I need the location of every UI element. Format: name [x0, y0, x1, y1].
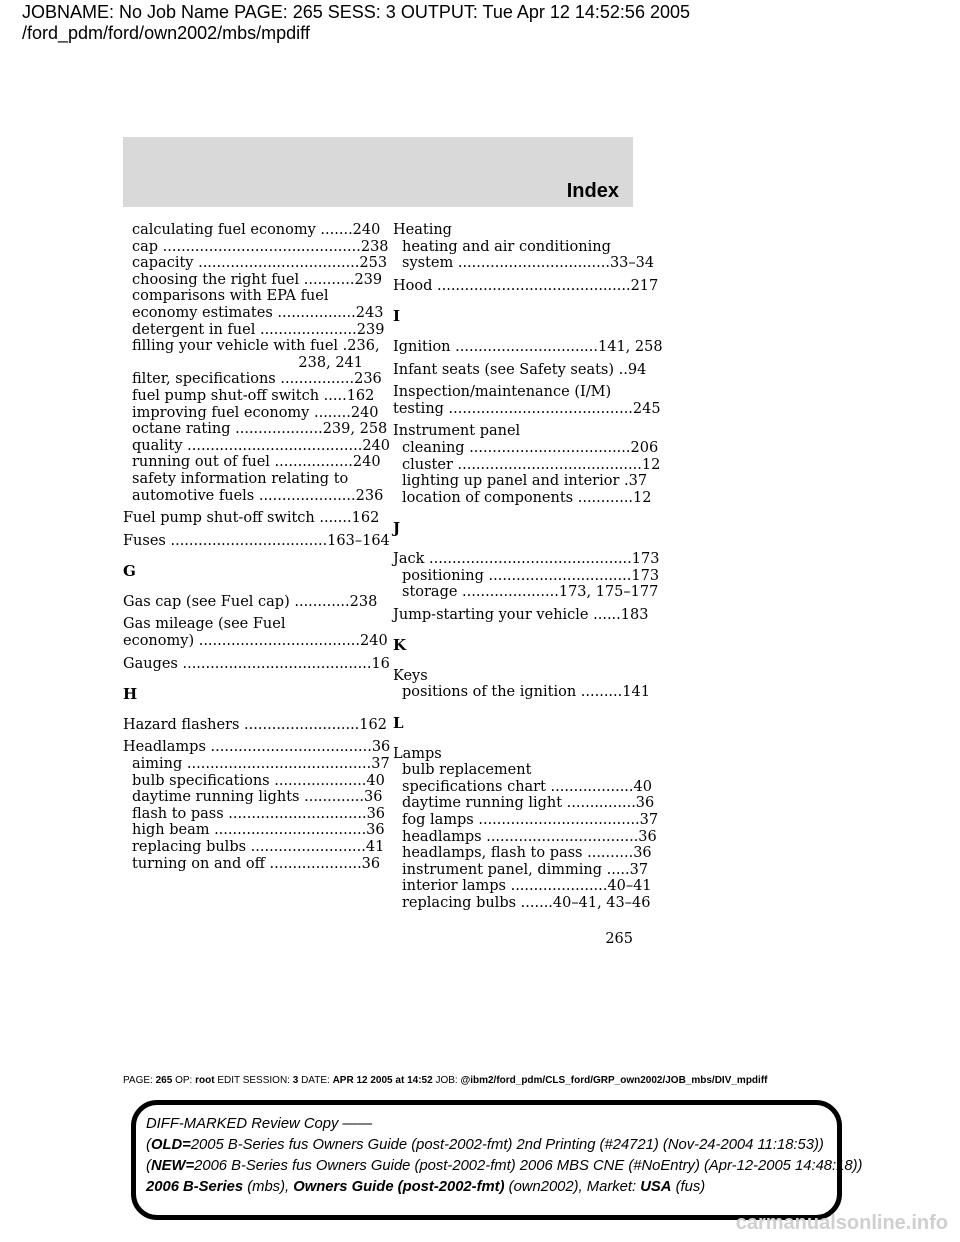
footer-job-value: @ibm2/ford_pdm/CLS_ford/GRP_own2002/JOB_mbs/DIV_mpdiff: [460, 1075, 768, 1086]
index-subentry: filling your vehicle with fuel .236,: [132, 338, 380, 355]
diff-old-text: 2005 B-Series fus Owners Guide (post-2002-fmt) 2nd Printing (#24721) (Nov-24-2004 11:18:53)): [190, 1137, 824, 1153]
index-subentry: headlamps .................................36: [402, 828, 657, 845]
index-subentry: 238, 241: [298, 354, 363, 371]
diff-market-code: (fus): [671, 1179, 706, 1195]
footer-page-value: 265: [155, 1075, 173, 1086]
index-subentry: interior lamps .....................40–41: [402, 878, 652, 895]
index-subentry: quality ......................................240: [132, 437, 390, 454]
diff-market-value: USA: [640, 1179, 672, 1195]
index-entry: Fuel pump shut-off switch .......162: [123, 510, 380, 527]
index-entry: Hazard flashers .........................162: [123, 716, 387, 733]
index-entry: Gas mileage (see Fuel: [123, 616, 286, 633]
index-subentry: bulb specifications ....................40: [132, 772, 385, 789]
index-subentry: high beam .................................36: [132, 822, 385, 839]
index-entry: Hood ..........................................217: [393, 277, 659, 294]
index-subentry: cleaning ...................................206: [402, 439, 659, 456]
section-header-band: [123, 137, 633, 207]
index-entry: Keys: [393, 667, 428, 684]
index-subentry: running out of fuel .................240: [132, 454, 381, 471]
index-subentry: instrument panel, dimming .....37: [402, 861, 649, 878]
diff-new-line: (NEW=2006 B-Series fus Owners Guide (post-2002-fmt) 2006 MBS CNE (#NoEntry) (Apr-12-2005 14:48:18)): [146, 1158, 863, 1174]
index-subentry: storage .....................173, 175–177: [402, 584, 659, 601]
index-subentry: location of components ............12: [402, 489, 652, 506]
index-subentry: turning on and off ....................36: [132, 855, 381, 872]
index-letter-heading: L: [393, 714, 404, 733]
diff-market-label: Market:: [586, 1179, 641, 1195]
footer-date-label: DATE:: [301, 1075, 330, 1086]
diff-old-line: (OLD=2005 B-Series fus Owners Guide (post-2002-fmt) 2nd Printing (#24721) (Nov-24-2004 11:18:53)): [146, 1137, 824, 1153]
diff-product-line: [146, 1178, 705, 1197]
job-header-line-2: /ford_pdm/ford/own2002/mbs/mpdiff: [22, 23, 310, 43]
index-subentry: specifications chart ..................40: [402, 778, 652, 795]
index-subentry: system .................................33–34: [402, 255, 655, 272]
index-column-right: [393, 222, 663, 912]
index-entry: Jump-starting your vehicle ......183: [393, 606, 649, 623]
index-entry: Lamps: [393, 745, 442, 762]
index-entry: Heating: [393, 222, 452, 238]
index-entry: Infant seats (see Safety seats) ..94: [393, 361, 647, 378]
index-entry: Inspection/maintenance (I/M): [393, 384, 612, 401]
index-subentry: comparisons with EPA fuel: [132, 288, 329, 305]
index-subentry: daytime running lights .............36: [132, 789, 383, 806]
index-letter-heading: J: [393, 519, 401, 538]
index-subentry: filter, specifications ................236: [132, 371, 382, 388]
section-title: Index: [566, 180, 619, 202]
index-subentry: cap ...........................................238: [132, 238, 389, 255]
index-entry: Ignition ...............................141, 258: [393, 338, 663, 355]
diff-new-label: NEW=: [150, 1158, 195, 1174]
index-subentry: detergent in fuel .....................239: [132, 321, 385, 338]
index-column-left: [123, 222, 391, 872]
job-header-line-1: JOBNAME: No Job Name PAGE: 265 SESS: 3 OUTPUT: Tue Apr 12 14:52:56 2005: [22, 2, 690, 22]
index-subentry: daytime running light ...............36: [402, 795, 655, 812]
index-subentry: aiming ........................................37: [132, 756, 390, 773]
diff-new-text: 2006 B-Series fus Owners Guide (post-2002-fmt) 2006 MBS CNE (#NoEntry) (Apr-12-2005 14:48:18)): [194, 1158, 863, 1174]
index-letter-heading: K: [393, 636, 407, 655]
index-subentry: capacity ...................................253: [132, 255, 388, 272]
index-subentry: automotive fuels .....................236: [132, 487, 384, 504]
index-subentry: positioning ...............................173: [402, 567, 660, 584]
index-letter-heading: G: [123, 562, 136, 581]
watermark: carmanualsonline.info: [735, 1212, 948, 1234]
diff-product-guide-code: (own2002),: [504, 1179, 587, 1195]
index-subentry: flash to pass ..............................36: [132, 805, 386, 822]
index-letter-heading: I: [393, 307, 401, 326]
index-entry: Instrument panel: [393, 423, 521, 440]
index-subentry: lighting up panel and interior .37: [402, 473, 648, 490]
index-entry: Fuses ..................................163–164: [123, 532, 390, 549]
index-subentry: bulb replacement: [402, 762, 532, 779]
print-footer: [123, 1075, 767, 1086]
index-subentry: replacing bulbs .........................41: [132, 839, 385, 855]
footer-op-value: root: [195, 1075, 215, 1086]
index-subentry: heating and air conditioning: [402, 238, 611, 255]
footer-session-value: 3: [292, 1075, 299, 1086]
index-entry: Gauges .........................................16: [123, 655, 390, 672]
index-subentry: positions of the ignition .........141: [402, 684, 650, 701]
diff-product-model-code: (mbs),: [243, 1179, 294, 1195]
footer-job-label: JOB:: [435, 1075, 458, 1086]
diff-review-box: [131, 1100, 863, 1220]
footer-page-label: PAGE:: [123, 1075, 153, 1086]
index-letter-heading: H: [123, 685, 138, 704]
index-subentry: fuel pump shut-off switch .....162: [132, 387, 375, 404]
index-subentry: fog lamps ...................................37: [402, 812, 659, 829]
index-entry: testing ........................................245: [393, 400, 661, 417]
index-subentry: economy estimates .................243: [132, 304, 384, 321]
index-subentry: cluster ........................................12: [402, 456, 661, 473]
index-entry: Headlamps ...................................36: [123, 739, 391, 756]
index-subentry: improving fuel economy ........240: [132, 404, 379, 421]
index-subentry: octane rating ...................239, 258: [132, 421, 388, 438]
index-subentry: safety information relating to: [132, 470, 349, 487]
index-subentry: choosing the right fuel ...........239: [132, 271, 383, 288]
index-subentry: calculating fuel economy .......240: [132, 222, 381, 238]
index-subentry: headlamps, flash to pass ..........36: [402, 845, 652, 862]
index-entry: Jack ............................................173: [393, 550, 660, 567]
index-entry: Gas cap (see Fuel cap) ............238: [123, 593, 378, 610]
diff-product-guide: Owners Guide (post-2002-fmt): [293, 1179, 505, 1195]
diff-old-label: OLD=: [150, 1137, 191, 1153]
index-entry: economy) ...................................240: [123, 633, 388, 650]
page-number: 265: [605, 931, 633, 947]
index-subentry: replacing bulbs .......40–41, 43–46: [402, 895, 651, 911]
diff-title: DIFF-MARKED Review Copy ——: [146, 1116, 373, 1132]
diff-product-model: 2006 B-Series: [146, 1179, 244, 1195]
footer-session-label: EDIT SESSION:: [217, 1075, 290, 1086]
footer-op-label: OP:: [175, 1075, 193, 1086]
footer-date-value: APR 12 2005 at 14:52: [332, 1075, 433, 1086]
